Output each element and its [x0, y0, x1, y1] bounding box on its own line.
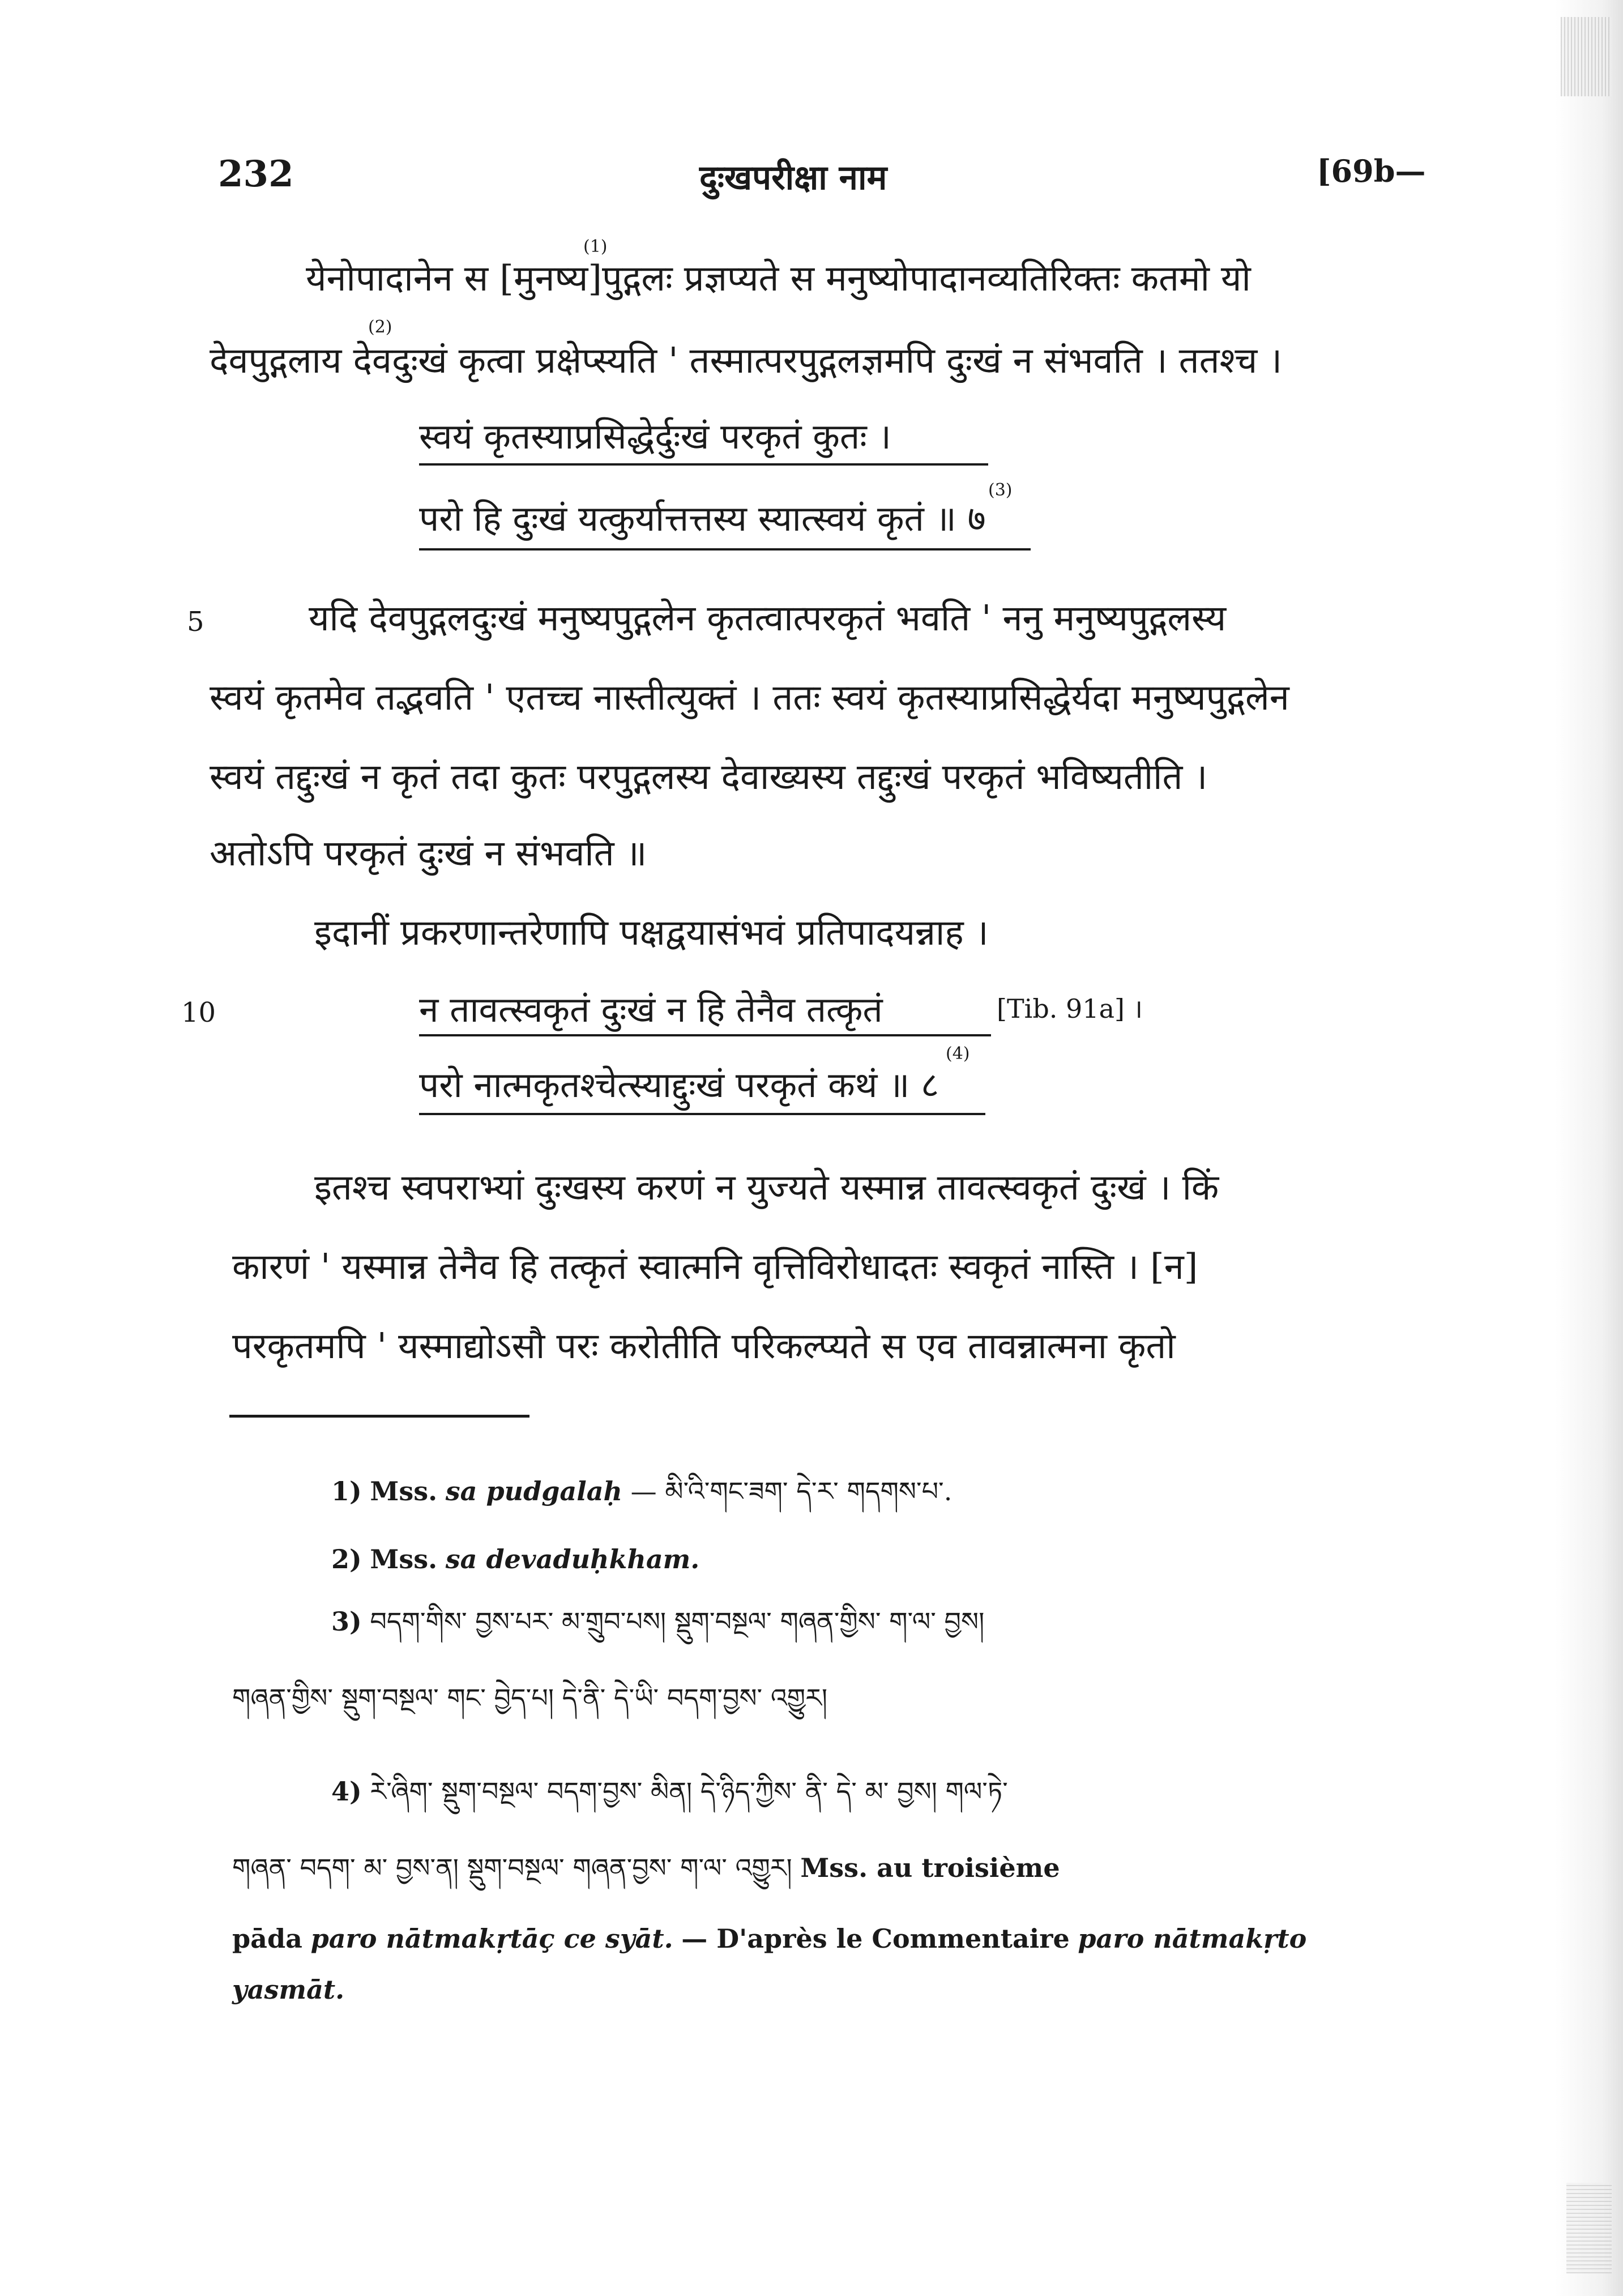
line-number-10: 10 — [181, 997, 216, 1028]
footnote-latin: pāda — [232, 1923, 302, 1954]
verse-underline — [419, 463, 988, 466]
footnote-rule — [229, 1415, 529, 1418]
footnote-3-line-2: གཞན་གྱིས་ སྡུག་བསྔལ་ གང་ བྱེད་པ། དེ་ནི་ དེ་ཡི་ བདག་བྱས་ འགྱུར། — [232, 1683, 828, 1713]
running-title: दुःखपरीक्षा नाम — [699, 158, 887, 198]
scan-artifact-bottom — [1566, 2183, 1612, 2273]
footnote-3-line-1 — [331, 1606, 985, 1637]
footnote-4-line-4 — [232, 1974, 345, 2005]
body-line: इदानीं प्रकरणान्तरेणापि पक्षद्वयासंभवं प्रतिपादयन्नाह । — [314, 912, 989, 953]
body-line: स्वयं तद्दुःखं न कृतं तदा कुतः परपुद्गलस्य देवाख्यस्य तद्दुःखं परकृतं भविष्यतीति । — [210, 756, 1208, 797]
body-line: देवपुद्गलाय देवदुःखं कृत्वा प्रक्षेप्स्यति ' तस्मात्परपुद्गलज्ञमपि दुःखं न संभवति । ततश्च । — [210, 340, 1283, 381]
body-line: कारणं ' यस्मान्न तेनैव हि तत्कृतं स्वात्मनि वृत्तिविरोधादतः स्वकृतं नास्ति । [न] — [232, 1246, 1198, 1287]
footnote-mark-2: (2) — [368, 317, 392, 337]
page-number: 232 — [218, 153, 294, 195]
footnote-label: 4) — [331, 1776, 362, 1807]
verse-7-pada-b: परो हि दुःखं यत्कुर्यात्तत्तस्य स्यात्स्वयं कृतं ॥ ७ — [419, 498, 986, 539]
body-line: इतश्च स्वपराभ्यां दुःखस्य करणं न युज्यते यस्मान्न तावत्स्वकृतं दुःखं । किं — [314, 1167, 1219, 1208]
footnote-mark-4: (4) — [946, 1044, 970, 1064]
footnote-mark-3: (3) — [988, 480, 1013, 500]
folio-reference: [69b— — [1317, 153, 1426, 189]
tibetan-folio-ref: [Tib. 91a] । — [997, 993, 1143, 1024]
footnote-label: 2) — [331, 1544, 362, 1574]
footnote-latin: Mss. au troisième — [800, 1853, 1060, 1883]
footnote-4-line-2 — [232, 1855, 1060, 1881]
body-line: यदि देवपुद्गलदुःखं मनुष्यपुद्गलेन कृतत्वात्परकृतं भवति ' ननु मनुष्यपुद्गलस्य — [309, 598, 1227, 639]
footnote-mss: Mss. — [370, 1544, 438, 1574]
line-number-5: 5 — [187, 606, 204, 638]
verse-underline — [419, 548, 1031, 550]
body-line: स्वयं कृतमेव तद्भवति ' एतच्च नास्तीत्युक्तं । ततः स्वयं कृतस्याप्रसिद्धेर्यदा मनुष्यपुद्गलेन — [210, 677, 1289, 718]
footnote-latin: — D'après le Commentaire — [681, 1923, 1070, 1954]
body-line: अतोऽपि परकृतं दुःखं न संभवति ॥ — [210, 833, 647, 874]
footnote-italic: sa pudgalaḥ — [445, 1476, 622, 1507]
footnote-italic: paro nātmakṛtāç ce syāt. — [310, 1923, 673, 1954]
scan-artifact-top — [1561, 17, 1612, 96]
footnote-mark-1: (1) — [583, 237, 608, 257]
footnote-tibetan: — མི་འི་གང་ཟག་ དེ་ར་ གདགས་པ་. — [630, 1476, 953, 1507]
footnote-italic: paro nātmakṛto — [1078, 1923, 1307, 1954]
verse-underline — [419, 1034, 991, 1036]
verse-7-pada-a: स्वयं कृतस्याप्रसिद्धेर्दुःखं परकृतं कुतः । — [419, 416, 891, 457]
footnote-italic: sa devaduḥkham. — [445, 1544, 700, 1574]
footnote-label: 3) — [331, 1606, 362, 1637]
body-line: येनोपादानेन स [मुनष्य]पुद्गलः प्रज्ञप्यते स मनुष्योपादानव्यतिरिक्तः कतमो यो — [306, 258, 1251, 299]
footnote-tibetan: བདག་གིས་ བྱས་པར་ མ་གྲུབ་པས། སྡུག་བསྔལ་ གཞན་གྱིས་ ག་ལ་ བྱས། — [370, 1606, 985, 1637]
footnote-mss: Mss. — [370, 1476, 438, 1507]
footnote-2 — [331, 1546, 699, 1572]
footnote-tibetan: རེ་ཞིག་ སྡུག་བསྔལ་ བདག་བྱས་ མིན། དེ་ཉིད་ཀྱིས་ ནི་ དེ་ མ་ བྱས། གལ་ཏེ་ — [370, 1776, 1008, 1807]
footnote-label: 1) — [331, 1476, 362, 1507]
footnote-tibetan: གཞན་ བདག་ མ་ བྱས་ན། སྡུག་བསྔལ་ གཞན་བྱས་ ག་ལ་ འགྱུར། — [232, 1853, 792, 1883]
body-line: परकृतमपि ' यस्माद्योऽसौ परः करोतीति परिकल्प्यते स एव तावन्नात्मना कृतो — [232, 1325, 1176, 1367]
scan-edge-shadow — [1555, 0, 1623, 2296]
verse-8-pada-b: परो नात्मकृतश्चेत्स्याद्दुःखं परकृतं कथं ॥ ८ — [419, 1064, 939, 1106]
verse-8-pada-a: न तावत्स्वकृतं दुःखं न हि तेनैव तत्कृतं — [419, 989, 883, 1030]
footnote-4-line-3 — [232, 1923, 1307, 1954]
footnote-italic: yasmāt. — [232, 1974, 345, 2005]
verse-underline — [419, 1113, 985, 1115]
footnote-1 — [331, 1476, 953, 1507]
footnote-4-line-1 — [331, 1776, 1008, 1807]
